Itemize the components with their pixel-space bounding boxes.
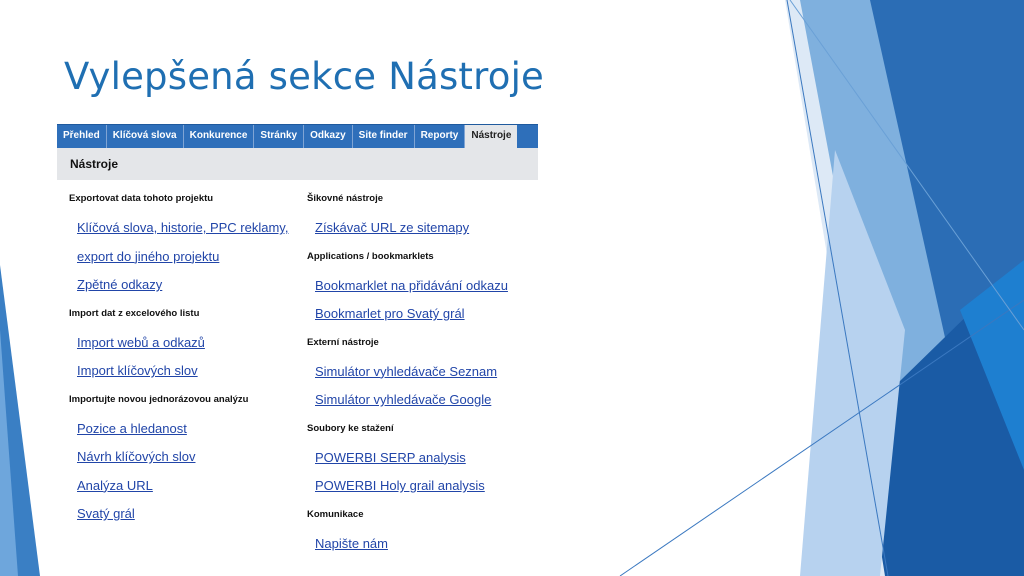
section-heading-smart-tools: Šikovné nástroje (307, 193, 384, 204)
right-deco-mid-panel (800, 0, 1024, 576)
link-powerbi-holy-grail[interactable]: POWERBI Holy grail analysis (315, 478, 485, 493)
link-import-keywords[interactable]: Import klíčových slov (77, 363, 198, 378)
section-heading-import: Import dat z excelového listu (69, 307, 200, 319)
right-deco-light-panel (785, 0, 1024, 576)
right-deco-teal-triangle (960, 260, 1024, 470)
link-simulator-seznam[interactable]: Simulátor vyhledávače Seznam (315, 363, 498, 379)
left-deco-triangle (0, 265, 40, 576)
link-backlinks[interactable]: Zpětné odkazy (77, 277, 163, 292)
tab-prehled[interactable]: Přehled (57, 125, 107, 148)
link-powerbi-serp[interactable]: POWERBI SERP analysis (315, 449, 466, 465)
section-heading-downloads: Soubory ke stažení (307, 422, 394, 434)
right-column (307, 180, 537, 553)
link-url-analysis[interactable]: Analýza URL (77, 477, 153, 493)
right-deco-lower-triangle (860, 260, 1024, 576)
panel-heading-bar (57, 148, 538, 180)
left-deco-triangle-light (0, 330, 18, 576)
tab-stranky[interactable]: Stránky (254, 125, 304, 148)
link-export-other-project[interactable]: export do jiného projektu (77, 248, 220, 264)
link-holy-grail[interactable]: Svatý grál (77, 506, 135, 521)
link-positions[interactable]: Pozice a hledanost (77, 420, 187, 436)
right-deco-dark-panel (870, 0, 1024, 576)
link-contact-us[interactable]: Napište nám (315, 535, 388, 551)
tab-konkurence[interactable]: Konkurence (184, 125, 255, 148)
left-column (69, 180, 305, 524)
tab-reporty[interactable]: Reporty (415, 125, 466, 148)
section-heading-analysis: Importujte novou jednorázovou analýzu (69, 393, 249, 405)
link-sitemap-url-grabber[interactable]: Získávač URL ze sitemapy (315, 220, 470, 235)
link-export-keywords[interactable]: Klíčová slova, historie, PPC reklamy, (77, 220, 289, 235)
tab-bar (57, 124, 538, 148)
section-heading-bookmarklets: Applications / bookmarklets (307, 250, 434, 262)
section-heading-external: Externí nástroje (307, 336, 379, 348)
tab-site-finder[interactable]: Site finder (353, 125, 415, 148)
tab-klicova-slova[interactable]: Klíčová slova (107, 125, 184, 148)
link-import-webs[interactable]: Import webů a odkazů (77, 334, 205, 350)
link-keyword-suggest[interactable]: Návrh klíčových slov (77, 449, 196, 464)
panel-heading: Nástroje (70, 157, 119, 171)
tab-nastroje[interactable]: Nástroje (465, 125, 517, 148)
slide-title: Vylepšená sekce Nástroje (64, 55, 545, 98)
tab-odkazy[interactable]: Odkazy (304, 125, 353, 148)
right-deco-line-2 (620, 300, 1024, 576)
right-deco-line-3 (790, 0, 1024, 330)
link-simulator-google[interactable]: Simulátor vyhledávače Google (315, 392, 492, 407)
right-deco-line-1 (787, 0, 888, 576)
link-bookmarklet-add-link[interactable]: Bookmarklet na přidávání odkazu (315, 277, 508, 293)
right-deco-inner-light-triangle (800, 150, 905, 576)
section-heading-export: Exportovat data tohoto projektu (69, 193, 214, 204)
section-heading-contact: Komunikace (307, 508, 364, 520)
tools-panel (57, 124, 538, 569)
link-bookmarklet-holy-grail[interactable]: Bookmarlet pro Svatý grál (315, 306, 465, 321)
